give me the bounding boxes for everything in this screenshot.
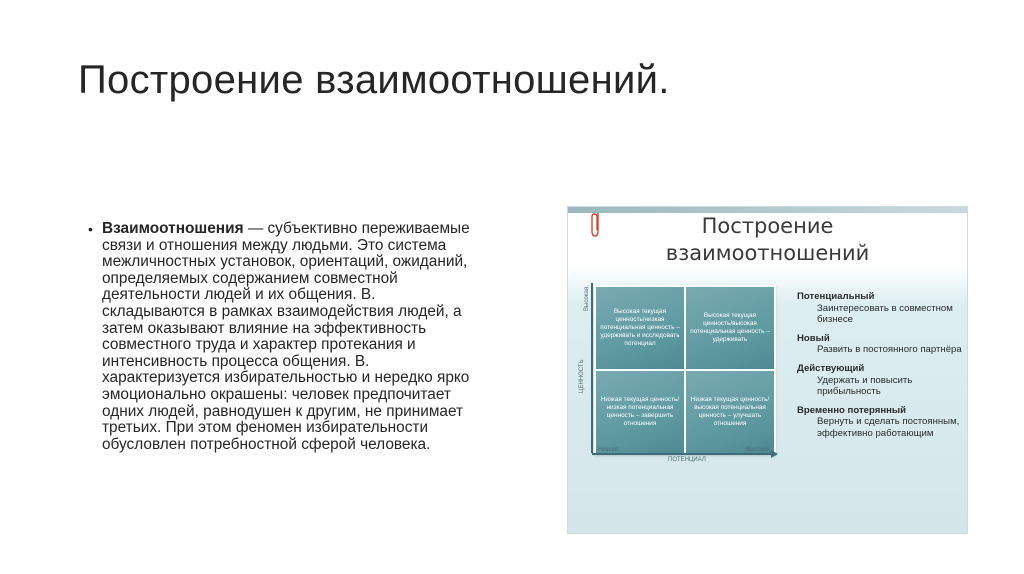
matrix-cell-top-left: Высокая текущая ценность/низкая потенциальная ценность – удерживать и исследовать потенциал [596,287,684,369]
bullet-term: Взаимоотношения [102,220,244,237]
x-axis-low-label: Низкая [598,447,618,453]
matrix-cell-top-right: Высокая текущая ценность/высокая потенциальная ценность – удерживать [686,287,774,369]
matrix-cell-bottom-left: Низкая текущая ценность/низкая потенциальная ценность – завершить отношения [596,371,684,453]
figure-title [568,213,967,267]
legend-item [797,333,965,356]
figure-title-line2: взаимоотношений [665,241,870,265]
figure-title-line1: Построение [701,214,834,238]
x-axis-arrow-icon [771,450,778,458]
legend-item-desc: Заинтересовать в совместном бизнесе [817,302,953,326]
legend-item [797,291,965,326]
y-axis-label: ЦЕННОСТЬ [579,359,585,393]
x-axis-label: ПОТЕНЦИАЛ [668,457,706,463]
legend-item-desc: Вернуть и сделать постоянным, эффективно работающим [817,416,960,439]
bullet-dot-icon: • [88,221,93,237]
bullet-body: — субъективно переживаемые связи и отношения между людьми. Это система межличностных установок, ориентаций, ожиданий, определяемых содержанием совместной деятельности людей и их общения. В. складываются в рамках взаимодействия людей, а затем оказывают влияние на эффективность совместного труда и характер протекания и интенсивность процесса общения. В. характеризуется избирательностью и нередко ярко эмоционально окрашены: человек предпочитает одних людей, равнодушен к другим, не принимает третьих. При этом феномен избирательности обусловлен потребностной сферой человека. [102,220,470,453]
y-axis-high-label: Высокая [584,286,590,311]
x-axis-high-label: Высокий [746,447,771,453]
matrix-grid [594,285,776,455]
legend-item [797,405,965,440]
legend-item-head: Действующий [797,362,865,374]
legend-item-head: Новый [797,332,830,344]
legend-item-head: Потенциальный [797,291,875,302]
x-axis [592,453,772,455]
bullet-paragraph [88,220,482,453]
relationship-figure [567,206,968,534]
value-potential-matrix [578,283,778,465]
matrix-cell-bottom-right: Низкая текущая ценность/высокая потенциальная ценность – улучшать отношения [686,371,774,453]
legend-item-head: Временно потерянный [797,404,907,416]
slide-title: Построение взаимоотношений. [78,58,670,102]
legend-item-desc: Удержать и повысить прибыльность [817,374,913,398]
client-types-legend [797,291,965,447]
legend-item [797,363,965,398]
legend-item-desc: Развить в постоянного партнёра [817,344,962,356]
